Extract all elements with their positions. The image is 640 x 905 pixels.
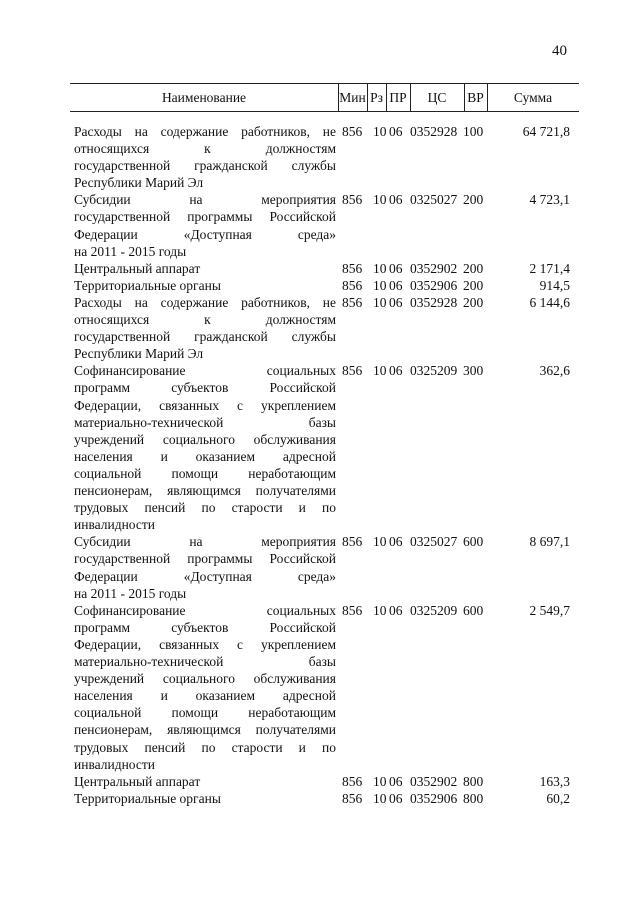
cell-sum: 4 723,1 [529,192,570,208]
header-sum: Сумма [513,90,553,105]
row-name-line: на 2011 - 2015 годы [74,585,187,601]
header-cs: ЦС [427,90,447,105]
row-name [74,294,336,362]
cell-rz: 10 [373,277,387,293]
cell-vr: 200 [463,295,484,310]
cell-rz: 10 [373,192,387,208]
cell-rz: 10 [373,602,387,618]
row-name-line: государственной программы Российской [74,209,336,225]
header-min: Мин [339,90,366,105]
row-name-line: инвалидности [74,517,156,533]
header-pr: ПР [389,90,407,105]
cell-sum: 362,6 [539,363,570,379]
cell-sum: 8 697,1 [529,534,570,550]
cell-vr: 600 [463,602,484,618]
row-name-line: учреждений социального обслуживания [74,431,336,447]
cell-pr: 06 [389,363,403,379]
cell-sum: 914,5 [539,277,570,293]
cell-pr: 06 [389,773,403,789]
row-name-line: Федерации, связанных с укреплением [74,397,336,413]
cell-vr: 100 [463,124,484,139]
cell-cs: 0352928 [410,124,458,139]
cell-rz: 10 [373,790,387,806]
cell-vr: 200 [463,277,484,293]
row-name-line: Республики Марий Эл [74,175,204,191]
cell-vr: 200 [463,260,484,276]
cell-min: 856 [342,124,363,139]
row-name-line: пенсионерам, являющимся получателями [74,722,336,738]
cell-min: 856 [342,277,363,293]
row-name-line: Расходы на содержание работников, не [74,124,336,139]
cell-rz: 10 [373,363,387,379]
cell-vr: 800 [463,790,484,806]
row-name-line: социальной помощи неработающим [74,465,336,481]
cell-cs: 0352906 [410,277,458,293]
cell-pr: 06 [389,192,403,208]
cell-pr: 06 [389,790,403,806]
header-vr: ВР [467,90,484,105]
row-name [74,602,336,773]
cell-cs: 0325209 [410,602,458,618]
row-name-line: государственной программы Российской [74,551,336,567]
row-name-line: трудовых пенсий по старости и по [74,500,336,516]
row-name [74,191,336,259]
cell-sum: 64 721,8 [522,124,570,139]
table-header [70,83,579,112]
cell-cs: 0352928 [410,295,458,310]
cell-cs: 0352906 [410,790,458,806]
row-name [74,533,336,601]
row-name-line: Федерации «Доступная среда» [74,226,336,242]
row-name-line: программ субъектов Российской [74,380,336,396]
row-name-line: относящихся к должностям [74,141,336,157]
cell-min: 856 [342,295,363,310]
row-name-line: пенсионерам, являющимся получателями [74,483,336,499]
cell-pr: 06 [389,124,403,139]
header-rz: Рз [370,90,383,105]
row-name-line: материально-технической базы [74,654,336,670]
cell-pr: 06 [389,277,403,293]
row-name-line: Софинансирование социальных [74,363,336,379]
cell-min: 856 [342,363,363,379]
page-number: 40 [552,43,567,59]
row-name-line: Федерации «Доступная среда» [74,568,336,584]
cell-cs: 0352902 [410,773,458,789]
row-name-line: учреждений социального обслуживания [74,671,336,687]
row-name [74,123,336,191]
cell-pr: 06 [389,295,403,310]
cell-pr: 06 [389,534,403,550]
row-name-line: Субсидии на мероприятия [74,192,336,208]
row-name-line: Федерации, связанных с укреплением [74,636,336,652]
row-name-line: относящихся к должностям [74,312,336,328]
row-name [74,277,336,294]
row-name-line: государственной гражданской службы [74,158,336,174]
row-name-line: населения и оказанием адресной [74,448,336,464]
cell-min: 856 [342,773,363,789]
cell-sum: 2 549,7 [529,602,570,618]
cell-cs: 0325027 [410,192,458,208]
cell-min: 856 [342,602,363,618]
cell-min: 856 [342,260,363,276]
cell-vr: 600 [463,534,484,550]
row-name-line: на 2011 - 2015 годы [74,243,187,259]
cell-pr: 06 [389,602,403,618]
row-name-line: социальной помощи неработающим [74,705,336,721]
cell-rz: 10 [373,295,387,310]
cell-rz: 10 [373,773,387,789]
cell-vr: 300 [463,363,484,379]
row-name-line: населения и оказанием адресной [74,688,336,704]
cell-min: 856 [342,790,363,806]
header-name: Наименование [161,90,247,105]
row-name-line: программ субъектов Российской [74,619,336,635]
cell-sum: 6 144,6 [529,295,570,310]
row-name-line: инвалидности [74,756,156,772]
row-name-line: Центральный аппарат [74,773,201,789]
row-name-line: трудовых пенсий по старости и по [74,739,336,755]
row-name [74,260,336,277]
cell-sum: 163,3 [539,773,570,789]
cell-rz: 10 [373,534,387,550]
cell-vr: 200 [463,192,484,208]
cell-rz: 10 [373,124,387,139]
cell-rz: 10 [373,260,387,276]
row-name-line: Расходы на содержание работников, не [74,295,336,310]
cell-cs: 0325209 [410,363,458,379]
row-name [74,773,336,790]
cell-sum: 2 171,4 [529,260,570,276]
row-name-line: Субсидии на мероприятия [74,534,336,550]
cell-pr: 06 [389,260,403,276]
cell-min: 856 [342,534,363,550]
row-name-line: Территориальные органы [74,790,221,806]
cell-min: 856 [342,192,363,208]
cell-vr: 800 [463,773,484,789]
row-name-line: государственной гражданской службы [74,329,336,345]
row-name-line: Центральный аппарат [74,260,201,276]
row-name [74,790,336,807]
row-name-line: материально-технической базы [74,414,336,430]
cell-sum: 60,2 [546,790,570,806]
row-name-line: Территориальные органы [74,277,221,293]
row-name [74,362,336,533]
row-name-line: Республики Марий Эл [74,346,204,362]
cell-cs: 0325027 [410,534,458,550]
cell-cs: 0352902 [410,260,458,276]
row-name-line: Софинансирование социальных [74,602,336,618]
